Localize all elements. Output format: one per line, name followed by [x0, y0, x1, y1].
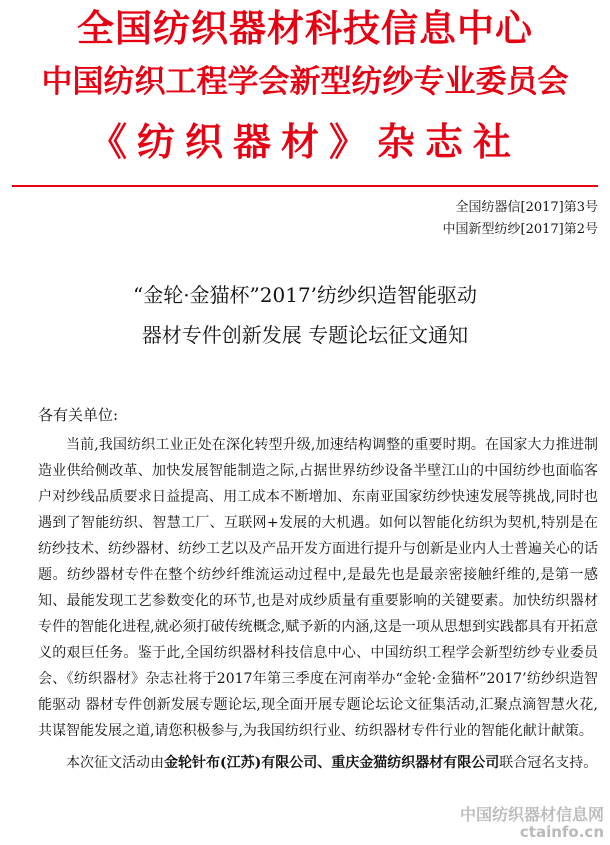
notice-title-line-1: “金轮·金猫杯”2017’纺纱织造智能驱动	[132, 283, 478, 307]
notice-body	[38, 432, 598, 776]
document-reference-numbers	[443, 197, 599, 241]
body-paragraph-2	[38, 750, 598, 776]
header-divider	[12, 185, 598, 187]
paragraph-2-intro: 本次征文活动由	[66, 755, 164, 771]
reference-number-1: 全国纺器信[2017]第3号	[455, 200, 598, 215]
masthead-org-line: 全国纺织器材科技信息中心	[77, 7, 533, 50]
watermark-url: ctainfo.cn	[519, 823, 604, 841]
masthead-journal-line: 《纺织器材》杂志社	[88, 120, 521, 164]
sponsor-companies: 金轮针布(江苏)有限公司、重庆金猫纺织器材有限公司	[164, 755, 500, 771]
paragraph-2-ending: 联合冠名支持。	[499, 755, 598, 771]
notice-title-line-2: 器材专件创新发展 专题论坛征文通知	[141, 323, 469, 347]
reference-number-2: 中国新型纺纱[2017]第2号	[442, 222, 598, 237]
masthead-committee-line: 中国纺织工程学会新型纺纱专业委员会	[41, 64, 569, 100]
salutation: 各有关单位:	[38, 406, 119, 424]
site-watermark	[460, 806, 604, 841]
body-paragraph-1: 当前,我国纺织工业正处在深化转型升级,加速结构调整的重要时期。在国家大力推进制造业供给侧改革、加快发展智能制造之际,占据世界纺纱设备半壁江山的中国纺纱也面临客户对纱线品质要求日益提高、用工成本不断增加、东南亚国家纺纱快速发展等挑战,同时也遇到了智能纺织、智慧工厂、互联网+发展的大机遇。如何以智能化纺织为契机,特别是在纺纱技术、纺纱器材、纺纱工艺以及产品开发方面进行提升与创新是业内人士普遍关心的话题。纺纱器材专件在整个纺纱纤维流运动过程中,是最先也是最亲密接触纤维的,是第一感知、最能发现工艺参数变化的环节,也是对成纱质量有重要影响的关键要素。加快纺织器材专件的智能化进程,就必须打破传统概念,赋予新的内涵,这是一项从思想到实践都具有开拓意义的艰巨任务。鉴于此,全国纺织器材科技信息中心、中国纺织工程学会新型纺纱专业委员会、《纺织器材》杂志社将于2017年第三季度在河南举办“金轮·金猫杯”2017’纺纱织造智能驱动 器材专件创新发展专题论坛,现全面开展专题论坛论文征集活动,汇聚点滴智慧火花,共谋智能发展之道,请您积极参与,为我国纺织行业、纺织器材专件行业的智能化献计献策。	[38, 437, 598, 739]
watermark-site-name: 中国纺织器材信息网	[459, 805, 604, 824]
